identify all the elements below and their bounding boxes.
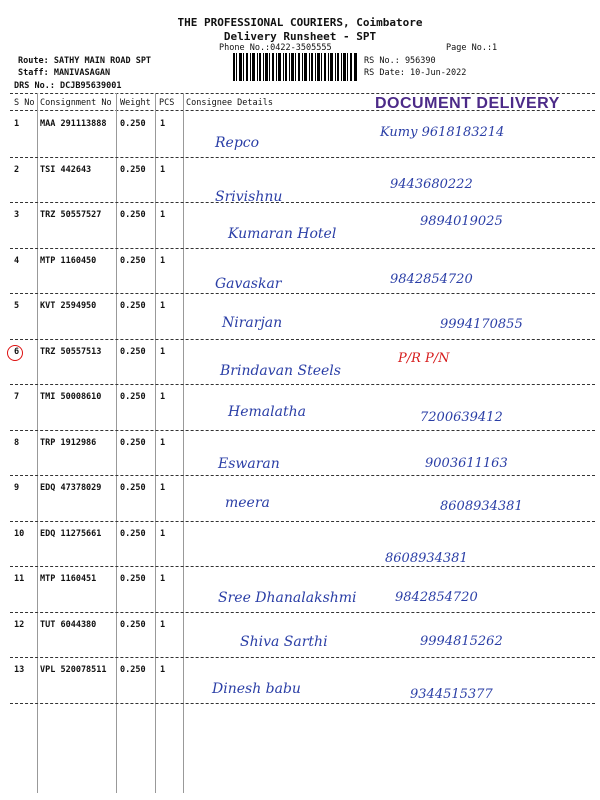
col-divider [155,93,156,793]
row-consignee-name: meera [225,495,270,511]
row-sno: 1 [14,119,20,129]
phone-number: Phone No.:0422-3505555 [219,43,332,53]
row-weight: 0.250 [120,392,146,402]
staff: Staff: MANIVASAGAN [18,68,111,78]
rs-number: RS No.: 956390 [364,56,436,66]
col-divider [183,93,184,793]
row-sno: 8 [14,437,20,448]
col-weight: Weight [120,98,151,108]
row-signature: 9994170855 [440,317,523,332]
row-consignee-name: Brindavan Steels [220,362,341,379]
row-weight: 0.250 [120,164,146,175]
row-separator [10,339,595,340]
row-pcs: 1 [160,392,166,402]
row-sno: 10 [14,528,25,539]
page-number: Page No.:1 [446,43,498,53]
row-weight: 0.250 [120,665,146,675]
row-separator [10,566,595,567]
row-signature: 9842854720 [395,590,478,605]
row-signature: 7200639412 [420,410,503,425]
row-consignee-name: Shiva Sarthi [240,633,328,650]
row-pcs: 1 [160,346,166,357]
row-sno: 3 [14,210,20,220]
rs-date: RS Date: 10-Jun-2022 [364,68,467,78]
row-weight: 0.250 [120,437,146,448]
col-sno: S No [14,98,35,108]
row-separator [10,157,595,158]
row-signature: 8608934381 [440,499,523,514]
row-sno: 13 [14,665,25,675]
barcode [233,53,357,81]
row-consignment-no: TMI 50008610 [40,392,102,402]
row-sno: 5 [14,301,20,311]
row-sno: 11 [14,574,25,584]
row-signature: 9842854720 [390,271,473,287]
row-consignment-no: TRZ 50557513 [40,346,102,357]
row-separator [10,384,595,385]
row-signature: Kumy 9618183214 [380,125,505,140]
header-top-rule [10,93,595,94]
row-separator [10,248,595,249]
row-sno: 6 [14,346,20,357]
row-consignment-no: TSI 442643 [40,164,92,175]
row-consignment-no: TRZ 50557527 [40,210,102,220]
row-pcs: 1 [160,437,166,448]
row-pcs: 1 [160,665,166,675]
route: Route: SATHY MAIN ROAD SPT [18,56,152,66]
row-pcs: 1 [160,619,166,630]
row-consignment-no: VPL 520078511 [40,665,107,675]
row-separator [10,202,595,203]
row-consignee-name: Srivishnu [215,188,283,205]
row-weight: 0.250 [120,301,146,311]
row-sno: 2 [14,164,20,175]
row-consignment-no: EDQ 47378029 [40,483,102,493]
row-consignment-no: TRP 1912986 [40,437,97,448]
row-separator [10,475,595,476]
row-weight: 0.250 [120,528,146,539]
row-sno: 9 [14,483,20,493]
row-signature: 9894019025 [420,214,503,229]
drs-number: DRS No.: DCJB95639001 [14,81,122,91]
row-signature: 8608934381 [385,550,468,566]
row-signature: 9994815262 [420,633,503,649]
row-consignee-name: Nirarjan [222,315,283,331]
row-sno: 7 [14,392,20,402]
row-pcs: 1 [160,255,166,266]
row-consignment-no: EDQ 11275661 [40,528,102,539]
row-weight: 0.250 [120,574,146,584]
header-bottom-rule [10,110,595,111]
row-consignee-name: Kumaran Hotel [228,226,337,242]
row-consignee-name: Dinesh babu [212,681,301,697]
row-sno: 12 [14,619,25,630]
row-weight: 0.250 [120,119,146,129]
row-separator [10,657,595,658]
row-consignment-no: MTP 1160451 [40,574,97,584]
col-pcs: PCS [159,98,175,108]
row-separator [10,521,595,522]
row-consignment-no: MTP 1160450 [40,255,97,266]
row-pcs: 1 [160,528,166,539]
row-signature: 9003611163 [425,455,508,471]
row-consignee-name: Sree Dhanalakshmi [218,590,357,606]
row-signature: 9443680222 [390,176,473,192]
row-separator [10,703,595,704]
row-consignment-no: KVT 2594950 [40,301,97,311]
row-sno: 4 [14,255,20,266]
row-weight: 0.250 [120,346,146,357]
col-consignee: Consignee Details [186,98,273,108]
row-pcs: 1 [160,574,166,584]
document-delivery-stamp: DOCUMENT DELIVERY [375,95,560,112]
row-separator [10,430,595,431]
row-weight: 0.250 [120,255,146,266]
row-pcs: 1 [160,164,166,175]
row-weight: 0.250 [120,619,146,630]
col-consignment: Consignment No [40,98,112,108]
col-divider [116,93,117,793]
row-pcs: 1 [160,301,166,311]
row-pcs: 1 [160,483,166,493]
row-pcs: 1 [160,210,166,220]
runsheet-title: Delivery Runsheet - SPT [223,30,377,43]
col-divider [37,93,38,793]
row-consignee-name: Hemalatha [228,404,306,420]
row-weight: 0.250 [120,210,146,220]
row-signature: 9344515377 [410,687,493,702]
row-consignee-name: Gavaskar [215,275,282,292]
row-separator [10,612,595,613]
row-consignee-name: Repco [215,135,260,151]
row-pcs: 1 [160,119,166,129]
row-weight: 0.250 [120,483,146,493]
company-title: THE PROFESSIONAL COURIERS, Coimbatore [177,16,423,29]
row-consignment-no: TUT 6044380 [40,619,97,630]
row-separator [10,293,595,294]
row-consignee-name: Eswaran [218,455,280,472]
row-signature: P/R P/N [398,350,450,366]
row-consignment-no: MAA 291113888 [40,119,107,129]
